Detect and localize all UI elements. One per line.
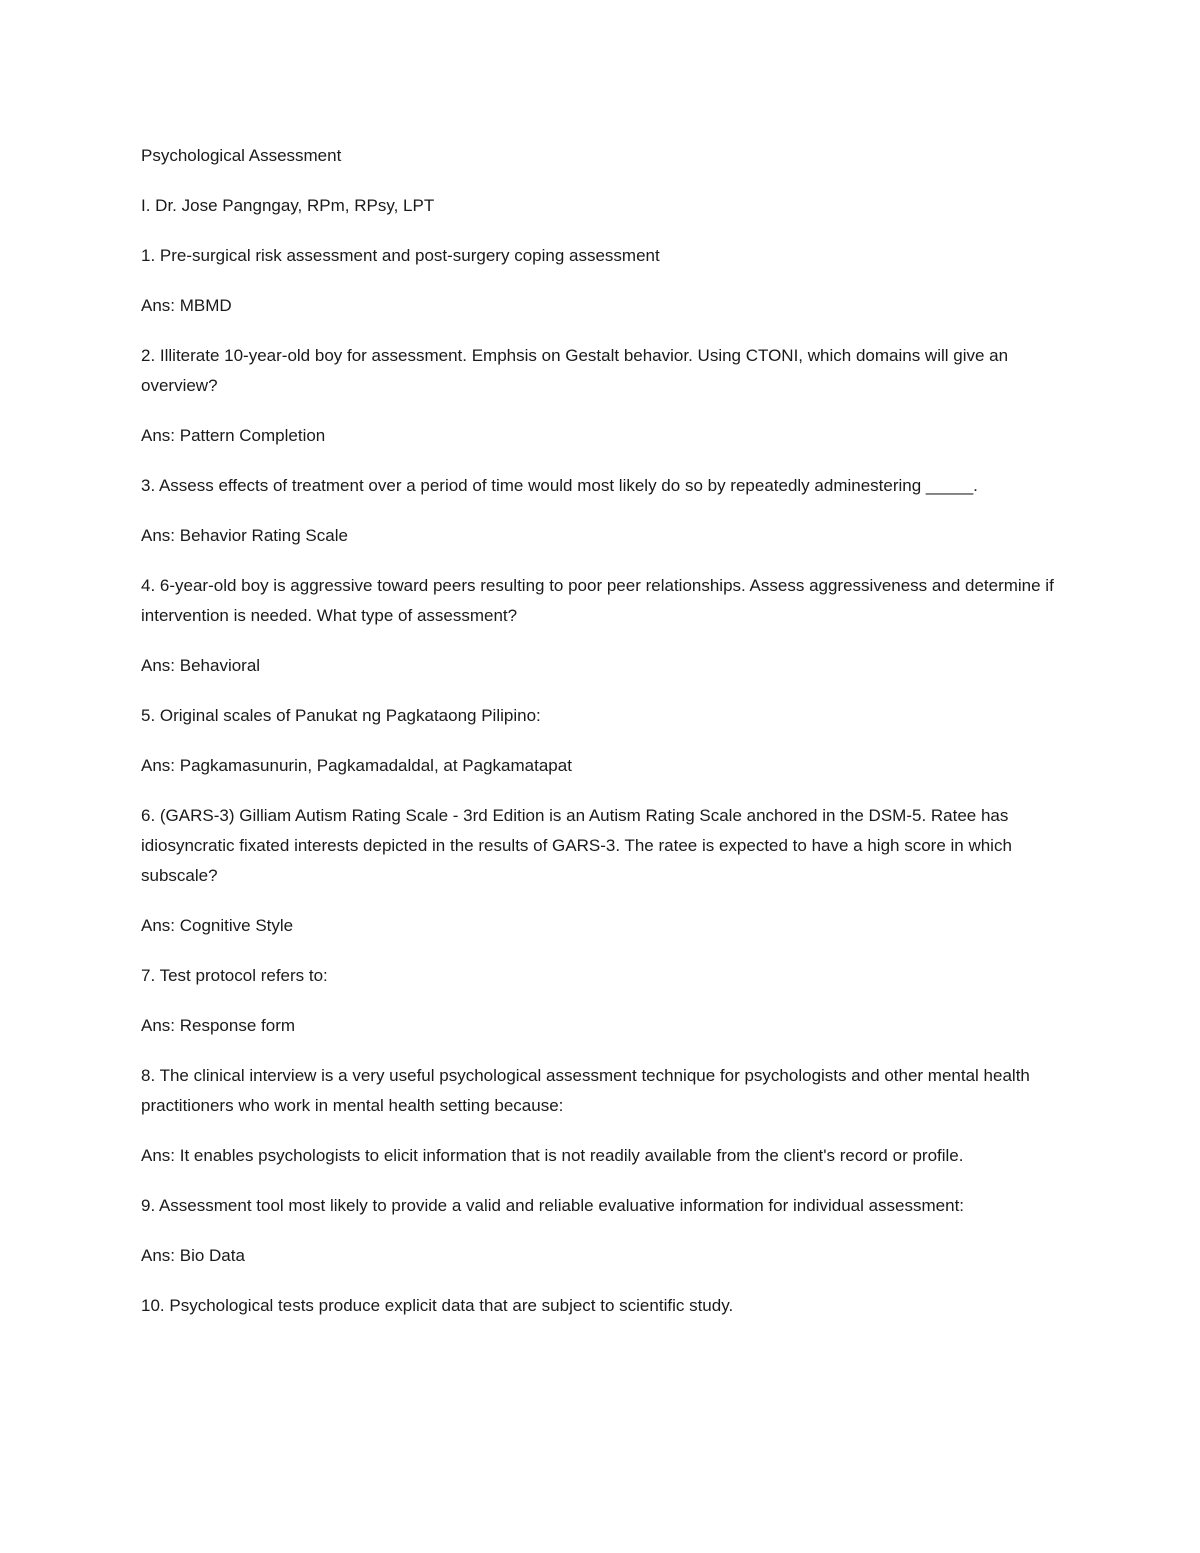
question-9: 9. Assessment tool most likely to provide a valid and reliable evaluative information for individual assessment: — [141, 1196, 965, 1215]
section-heading: I. Dr. Jose Pangngay, RPm, RPsy, LPT — [141, 196, 435, 215]
document-title: Psychological Assessment — [141, 146, 342, 165]
answer-8: Ans: It enables psychologists to elicit information that is not readily available from the client's record or profile. — [141, 1146, 964, 1165]
question-10: 10. Psychological tests produce explicit data that are subject to scientific study. — [141, 1296, 734, 1315]
answer-4: Ans: Behavioral — [141, 656, 261, 675]
answer-5: Ans: Pagkamasunurin, Pagkamadaldal, at Pagkamatapat — [141, 756, 572, 775]
answer-7: Ans: Response form — [141, 1016, 296, 1035]
answer-9: Ans: Bio Data — [141, 1246, 245, 1265]
question-5: 5. Original scales of Panukat ng Pagkataong Pilipino: — [141, 706, 541, 725]
question-3: 3. Assess effects of treatment over a period of time would most likely do so by repeatedly adminestering _____. — [141, 476, 978, 495]
question-8: 8. The clinical interview is a very useful psychological assessment technique for psychologists and other mental health practitioners who work in mental health setting because: — [141, 1066, 1030, 1115]
question-4: 4. 6-year-old boy is aggressive toward peers resulting to poor peer relationships. Assess aggressiveness and determine if intervention is needed. What type of assessment? — [141, 576, 1054, 625]
question-7: 7. Test protocol refers to: — [141, 966, 328, 985]
question-2: 2. Illiterate 10-year-old boy for assessment. Emphsis on Gestalt behavior. Using CTONI, which domains will give an overview? — [141, 346, 1009, 395]
answer-3: Ans: Behavior Rating Scale — [141, 526, 348, 545]
question-6: 6. (GARS-3) Gilliam Autism Rating Scale - 3rd Edition is an Autism Rating Scale anchored in the DSM-5. Ratee has idiosyncratic fixated interests depicted in the results of GARS-3. The ratee is expected to have a high score in which subscale? — [141, 806, 1012, 885]
answer-1: Ans: MBMD — [141, 296, 232, 315]
answer-2: Ans: Pattern Completion — [141, 426, 326, 445]
document-body — [141, 141, 1066, 1341]
answer-6: Ans: Cognitive Style — [141, 916, 294, 935]
question-1: 1. Pre-surgical risk assessment and post-surgery coping assessment — [141, 246, 660, 265]
